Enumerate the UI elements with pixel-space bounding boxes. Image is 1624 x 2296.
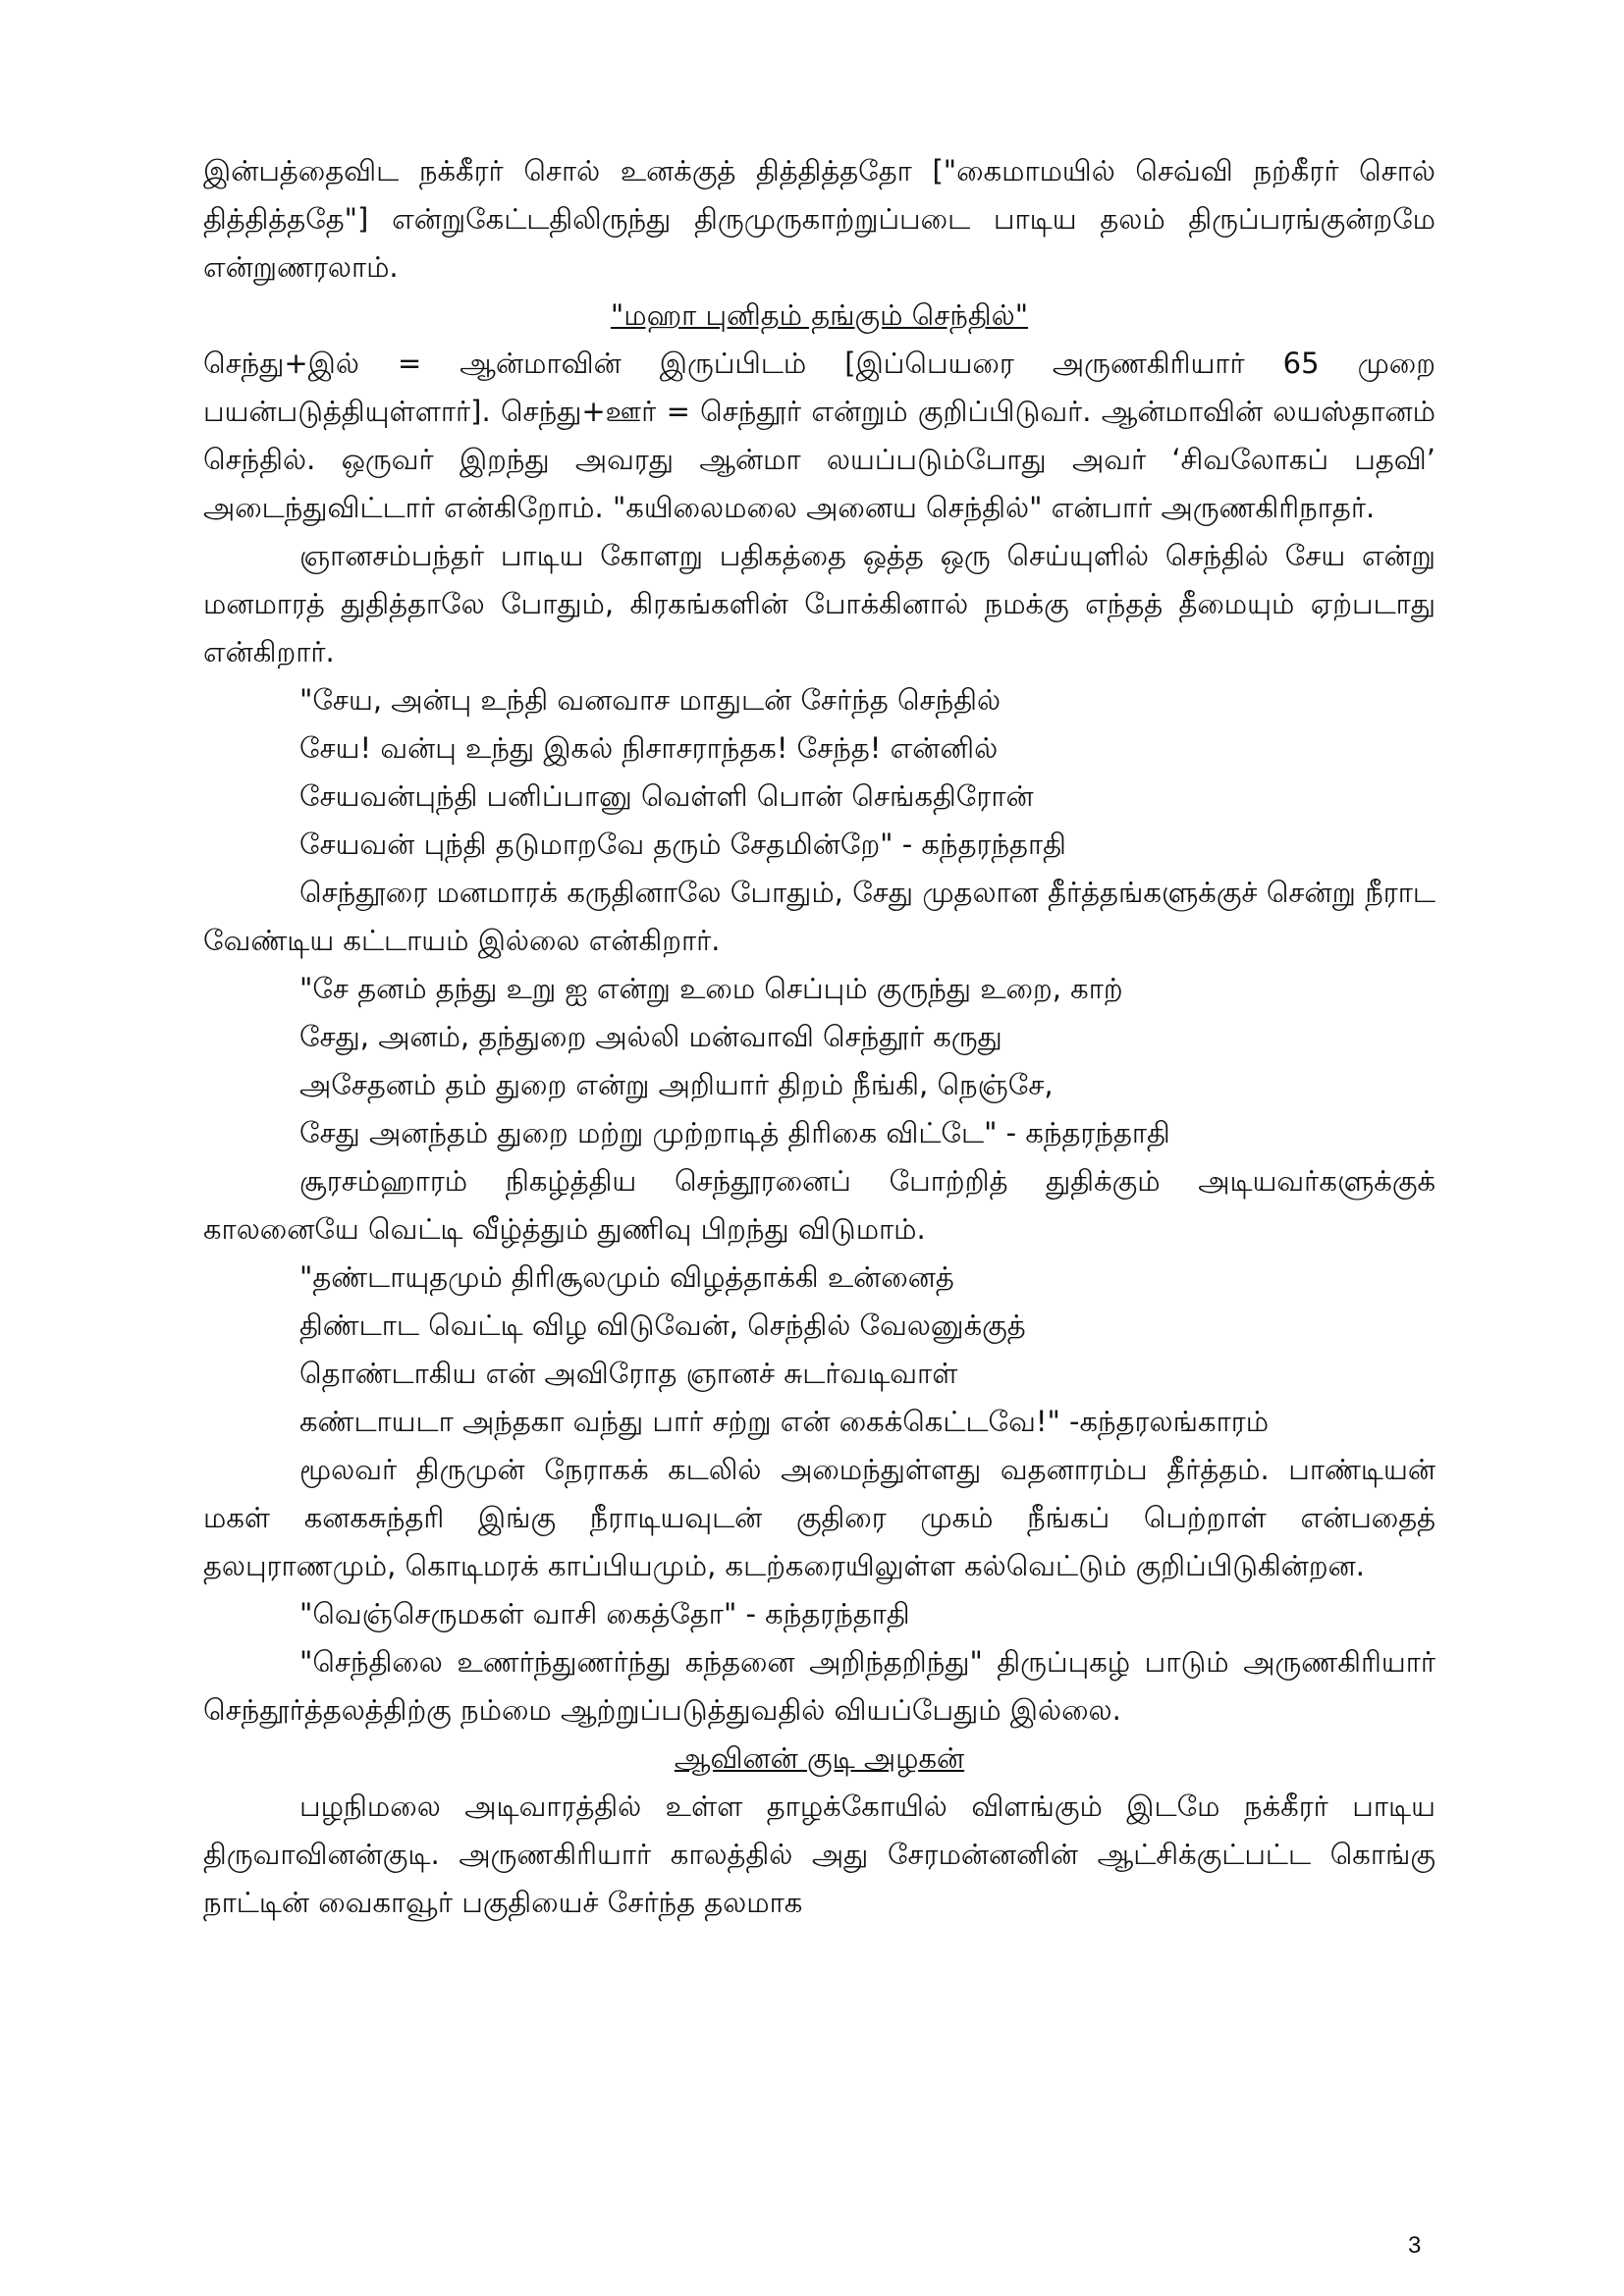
paragraph: செந்தூரை மனமாரக் கருதினாலே போதும், சேது முதலான தீர்த்தங்களுக்குச் சென்று நீராட வேண்டிய கட்டாயம் இல்லை என்கிறார். <box>203 876 1435 957</box>
paragraph: சூரசம்ஹாரம் நிகழ்த்திய செந்தூரனைப் போற்றித் துதிக்கும் அடியவர்களுக்குக் காலனையே வெட்டி வீழ்த்தும் துணிவு பிறந்து விடுமாம். <box>203 1164 1435 1246</box>
verse-line: தொண்டாகிய என் அவிரோத ஞானச் சுடர்வடிவாள் <box>299 1357 958 1390</box>
verse-line: "சேய, அன்பு உந்தி வனவாச மாதுடன் சேர்ந்த செந்தில் <box>299 683 1001 717</box>
page-number: 3 <box>1408 2232 1422 2259</box>
verse-line: சேயவன் புந்தி தடுமாறவே தரும் சேதமின்றே" - கந்தரந்தாதி <box>299 828 1066 861</box>
verse-line: அசேதனம் தம் துறை என்று அறியார் திறம் நீங்கி, நெஞ்சே, <box>299 1068 1054 1101</box>
verse-line: சேய! வன்பு உந்து இகல் நிசாசராந்தக! சேந்த! என்னில் <box>299 731 999 765</box>
verse-line: கண்டாயடா அந்தகா வந்து பார் சற்று என் கைக்கெட்டவே!" -கந்தரலங்காரம் <box>299 1405 1270 1438</box>
paragraph: செந்து+இல் = ஆன்மாவின் இருப்பிடம் [இப்பெயரை அருணகிரியார் 65 முறை பயன்படுத்தியுள்ளார்]. செந்து+ஊர் = செந்தூர் என்றும் குறிப்பிடுவர். ஆன்மாவின் லயஸ்தானம் செந்தில். ஒருவர் இறந்து அவரது ஆன்மா லயப்படும்போது அவர் ‘சிவலோகப் பதவி’ அடைந்துவிட்டார் என்கிறோம். "கயிலைமலை அனைய செந்தில்" என்பார் அருணகிரிநாதர். <box>203 347 1435 524</box>
verse-line: சேது, அனம், தந்துறை அல்லி மன்வாவி செந்தூர் கருது <box>299 1020 1002 1053</box>
paragraph: ஞானசம்பந்தர் பாடிய கோளறு பதிகத்தை ஒத்த ஒரு செய்யுளில் செந்தில் சேய என்று மனமாரத் துதித்தாலே போதும், கிரகங்களின் போக்கினால் நமக்கு எந்தத் தீமையும் ஏற்படாது என்கிறார். <box>203 539 1435 668</box>
page-body <box>203 147 1435 1927</box>
verse-line: "தண்டாயுதமும் திரிசூலமும் விழத்தாக்கி உன்னைத் <box>299 1260 954 1294</box>
verse-line: "சே தனம் தந்து உறு ஐ என்று உமை செப்பும் குருந்து உறை, காற் <box>299 972 1123 1005</box>
paragraph: இன்பத்தைவிட நக்கீரர் சொல் உனக்குத் தித்தித்ததோ ["கைமாமயில் செவ்வி நற்கீரர் சொல் தித்தித்ததே"] என்றுகேட்டதிலிருந்து திருமுருகாற்றுப்படை பாடிய தலம் திருப்பரங்குன்றமே என்றுணரலாம். <box>203 154 1435 284</box>
paragraph: "செந்திலை உணர்ந்துணர்ந்து கந்தனை அறிந்தறிந்து" திருப்புகழ் பாடும் அருணகிரியார் செந்தூர்த்தலத்திற்கு நம்மை ஆற்றுப்படுத்துவதில் வியப்பேதும் இல்லை. <box>203 1645 1435 1727</box>
paragraph: பழநிமலை அடிவாரத்தில் உள்ள தாழக்கோயில் விளங்கும் இடமே நக்கீரர் பாடிய திருவாவினன்குடி. அருணகிரியார் காலத்தில் அது சேரமன்னனின் ஆட்சிக்குட்பட்ட கொங்கு நாட்டின் வைகாவூர் பகுதியைச் சேர்ந்த தலமாக <box>203 1789 1435 1919</box>
verse-line: "வெஞ்செருமகள் வாசி கைத்தோ" - கந்தரந்தாதி <box>299 1597 910 1630</box>
verse-line: சேது அனந்தம் துறை மற்று முற்றாடித் திரிகை விட்டே" - கந்தரந்தாதி <box>299 1116 1170 1149</box>
section-heading: "மஹா புனிதம் தங்கும் செந்தில்" <box>610 298 1029 332</box>
section-heading: ஆவினன் குடி அழகன் <box>674 1741 965 1775</box>
paragraph: மூலவர் திருமுன் நேராகக் கடலில் அமைந்துள்ளது வதனாரம்ப தீர்த்தம். பாண்டியன் மகள் கனகசுந்தரி இங்கு நீராடியவுடன் குதிரை முகம் நீங்கப் பெற்றாள் என்பதைத் தலபுராணமும், கொடிமரக் காப்பியமும், கடற்கரையிலுள்ள கல்வெட்டும் குறிப்பிடுகின்றன. <box>203 1453 1435 1582</box>
verse-line: சேயவன்புந்தி பனிப்பானு வெள்ளி பொன் செங்கதிரோன் <box>299 779 1034 813</box>
verse-line: திண்டாட வெட்டி விழ விடுவேன், செந்தில் வேலனுக்குத் <box>299 1308 1026 1342</box>
